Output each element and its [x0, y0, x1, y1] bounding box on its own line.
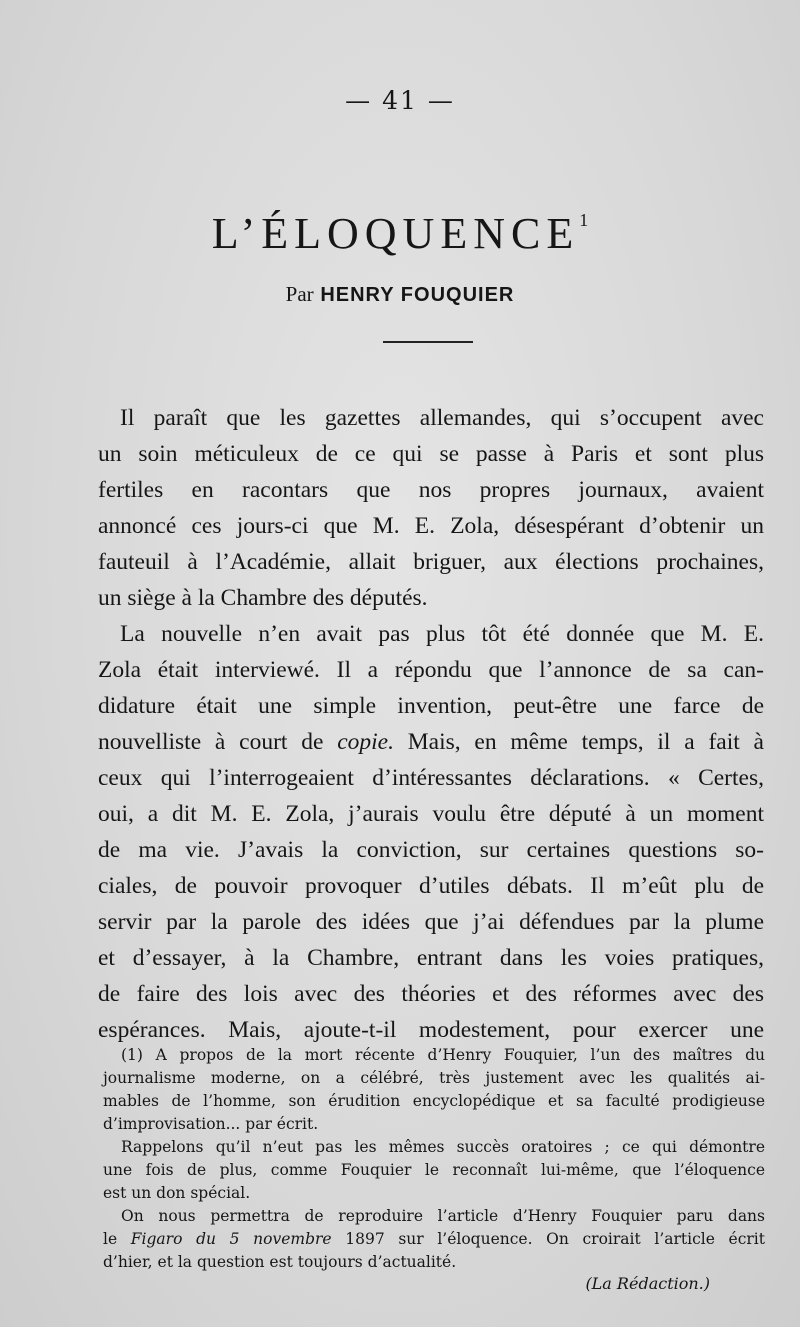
- italic-figaro: Figaro: [130, 1230, 183, 1248]
- chapter-title-text: L’ÉLOQUENCE: [211, 209, 580, 258]
- body-line-start: nouvelliste à court de: [98, 729, 324, 755]
- footnote-line: une fois de plus, comme Fouquier le reconnaît lui-même, que l’éloquence: [103, 1161, 765, 1179]
- body-line: didature était une simple invention, peut-être une farce de: [98, 693, 764, 719]
- body-line: fauteuil à l’Académie, allait briguer, aux élections prochaines,: [98, 549, 764, 575]
- body-line: et d’essayer, à la Chambre, entrant dans les voies pratiques,: [98, 945, 764, 971]
- footnote-line: d’improvisation... par écrit.: [103, 1115, 319, 1133]
- body-line: La nouvelle n’en avait pas plus tôt été donnée que M. E.: [120, 621, 764, 647]
- chapter-title: [212, 208, 588, 259]
- body-line: de faire des lois avec des théories et des réformes avec des: [98, 981, 764, 1007]
- body-line: annoncé ces jours-ci que M. E. Zola, désespérant d’obtenir un: [98, 513, 764, 539]
- byline: [0, 282, 800, 307]
- body-line: Zola était interviewé. Il a répondu que l’annonce de sa can-: [98, 657, 764, 683]
- body-line: Il paraît que les gazettes allemandes, qui s’occupent avec: [120, 405, 764, 431]
- editorial-signature: (La Rédaction.): [585, 1274, 710, 1293]
- footnote-line: mables de l’homme, son érudition encyclopédique et sa faculté prodigieuse: [103, 1092, 765, 1110]
- footnote-line-with-italic: [103, 1228, 765, 1251]
- body-line: fertiles en racontars que nos propres journaux, avaient: [98, 477, 764, 503]
- body-line: oui, a dit M. E. Zola, j’aurais voulu être député à un moment: [98, 801, 764, 827]
- body-line: de ma vie. J’avais la conviction, sur certaines questions so-: [98, 837, 764, 863]
- title-footnote-ref: 1: [579, 210, 589, 230]
- body-line-end: Mais, en même temps, il a fait à: [393, 729, 764, 755]
- body-line: ceux qui l’interrogeaient d’intéressantes déclarations. « Certes,: [98, 765, 764, 791]
- footnote-line: est un don spécial.: [103, 1184, 251, 1202]
- byline-author: HENRY FOUQUIER: [320, 284, 515, 306]
- footnotes: [103, 1044, 765, 1274]
- title-divider: [383, 341, 473, 343]
- title-block: [0, 208, 800, 259]
- body-text: [98, 400, 764, 1048]
- body-line: ciales, de pouvoir provoquer d’utiles débats. Il m’eût plu de: [98, 873, 764, 899]
- body-line: servir par la parole des idées que j’ai défendues par la plume: [98, 909, 764, 935]
- page-number: — 41 —: [345, 86, 455, 115]
- italic-du: du: [182, 1230, 230, 1248]
- footnote-line: journalisme moderne, on a célébré, très justement avec les qualités ai-: [103, 1069, 765, 1087]
- italic-date: 5 novembre: [229, 1230, 332, 1248]
- body-line: un soin méticuleux de ce qui se passe à Paris et sont plus: [98, 441, 764, 467]
- byline-prefix: Par: [285, 282, 314, 306]
- body-line: un siège à la Chambre des députés.: [98, 585, 428, 611]
- body-line: espérances. Mais, ajoute-t-il modestement, pour exercer une: [98, 1017, 764, 1043]
- footnote-line: Rappelons qu’il n’eut pas les mêmes succès oratoires ; ce qui démontre: [121, 1138, 765, 1156]
- footnote-le: le: [103, 1230, 118, 1248]
- footnote-line-end: 1897 sur l’éloquence. On croirait l’article écrit: [331, 1230, 765, 1248]
- italic-copie: copie.: [337, 729, 394, 755]
- footnote-line: d’hier, et la question est toujours d’actualité.: [103, 1253, 457, 1271]
- footnote-line: (1) A propos de la mort récente d’Henry Fouquier, l’un des maîtres du: [121, 1046, 765, 1064]
- body-line-with-italic: [98, 724, 764, 760]
- footnote-line: On nous permettra de reproduire l’article d’Henry Fouquier paru dans: [121, 1207, 765, 1225]
